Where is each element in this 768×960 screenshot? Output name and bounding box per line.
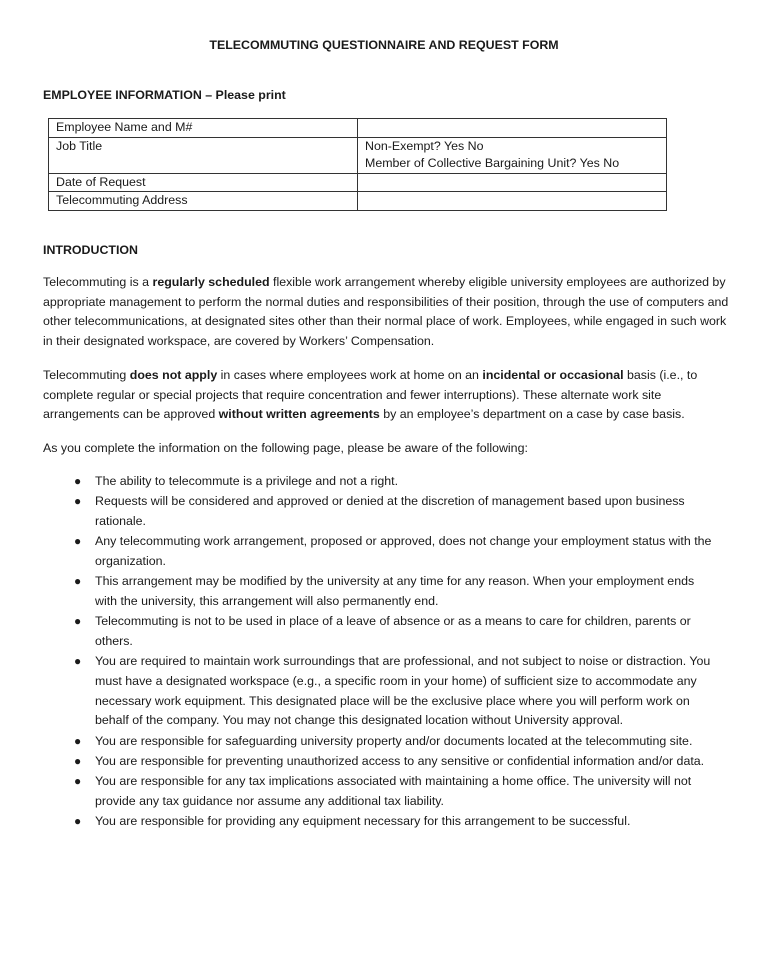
employee-name-field[interactable]	[358, 119, 667, 138]
bullet-icon: ●	[74, 534, 82, 549]
date-of-request-label: Date of Request	[49, 173, 358, 192]
conditions-list	[0, 472, 768, 833]
list-item	[0, 772, 717, 811]
date-of-request-field[interactable]	[358, 173, 667, 192]
job-title-label: Job Title	[49, 137, 358, 173]
text-segment: basis (i.e., to complete regular or special projects that require concentration and fewer interruptions). These alternate work site arrangements can be approved	[43, 368, 698, 422]
list-item	[0, 492, 717, 531]
table-row	[49, 173, 667, 192]
text-segment: in cases where employees work at home on an	[217, 368, 483, 382]
bullet-icon: ●	[74, 733, 82, 748]
bullet-icon: ●	[74, 774, 82, 789]
telecommuting-address-label: Telecommuting Address	[49, 192, 358, 211]
list-item-text: You are responsible for preventing unauthorized access to any sensitive or confidential information and/or data.	[95, 753, 705, 768]
bullet-icon: ●	[74, 474, 82, 488]
table-row	[49, 192, 667, 211]
bold-text-segment: does not apply	[129, 368, 218, 382]
bold-text-segment: incidental or occasional	[482, 368, 624, 382]
text-segment: by an employee’s department on a case by case basis.	[379, 407, 685, 422]
text-segment: flexible work arrangement whereby eligible university employees are authorized by appropriate management to perform the normal duties and responsibilities of their position, through the use of computers and other telecommunications, at designated sites other than their normal place of work. Employees, while engaged in such work in their designated workspace, are covered by Workers’ Compensation.	[43, 275, 729, 348]
list-item-text: Requests will be considered and approved or denied at the discretion of management based upon business rationale.	[95, 494, 685, 528]
list-item	[0, 612, 717, 651]
table-row	[49, 137, 667, 173]
list-item-text: This arrangement may be modified by the university at any time for any reason. When your employment ends with the university, this arrangement will also permanently end.	[95, 574, 695, 608]
bargaining-unit-question: Member of Collective Bargaining Unit? Yes No	[365, 156, 620, 170]
bullet-icon: ●	[74, 753, 82, 768]
intro-paragraph-1	[43, 273, 733, 351]
job-title-options[interactable]	[358, 137, 667, 173]
list-item	[0, 532, 717, 571]
list-item	[0, 752, 717, 772]
list-item	[0, 732, 717, 752]
bold-text-segment: without written agreements	[218, 407, 380, 422]
telecommuting-address-field[interactable]	[358, 192, 667, 211]
non-exempt-question: Non-Exempt? Yes No	[365, 138, 484, 153]
employee-info-heading: EMPLOYEE INFORMATION – Please print	[43, 88, 286, 102]
list-item	[0, 472, 717, 492]
list-item	[0, 572, 717, 611]
list-item-text: Telecommuting is not to be used in place of a leave of absence or as a means to care for children, parents or others.	[95, 614, 691, 648]
list-item	[0, 812, 717, 832]
text-segment: Telecommuting	[43, 368, 130, 382]
intro-paragraph-2	[43, 366, 733, 425]
list-item-text: You are responsible for any tax implications associated with maintaining a home office. The university will not provide any tax guidance nor assume any additional tax liability.	[95, 774, 692, 808]
list-item	[0, 652, 717, 730]
list-item-text: The ability to telecommute is a privilege and not a right.	[95, 474, 399, 488]
intro-paragraph-3: As you complete the information on the following page, please be aware of the following:	[43, 441, 528, 455]
employee-name-label: Employee Name and M#	[49, 119, 358, 138]
table-row	[49, 119, 667, 138]
bullet-icon: ●	[74, 494, 82, 509]
bullet-icon: ●	[74, 574, 82, 589]
list-item-text: You are responsible for providing any equipment necessary for this arrangement to be successful.	[95, 814, 631, 829]
list-item-text: Any telecommuting work arrangement, proposed or approved, does not change your employment status with the organization.	[95, 534, 712, 568]
form-title: TELECOMMUTING QUESTIONNAIRE AND REQUEST FORM	[209, 38, 559, 52]
text-segment: Telecommuting is a	[43, 275, 153, 289]
employee-info-table	[48, 118, 667, 211]
list-item-text: You are responsible for safeguarding university property and/or documents located at the telecommuting site.	[95, 733, 693, 748]
bullet-icon: ●	[74, 654, 82, 669]
bullet-icon: ●	[74, 614, 82, 629]
introduction-heading: INTRODUCTION	[43, 243, 138, 257]
list-item-text: You are required to maintain work surroundings that are professional, and not subject to noise or distraction. You must have a designated workspace (e.g., a specific room in your home) of sufficient size to accommodate any necessary work equipment. This designated place will be the exclusive place where you will perform work on behalf of the company. You may not change this designated location without University approval.	[95, 654, 711, 728]
bullet-icon: ●	[74, 814, 82, 829]
bold-text-segment: regularly scheduled	[152, 275, 270, 289]
